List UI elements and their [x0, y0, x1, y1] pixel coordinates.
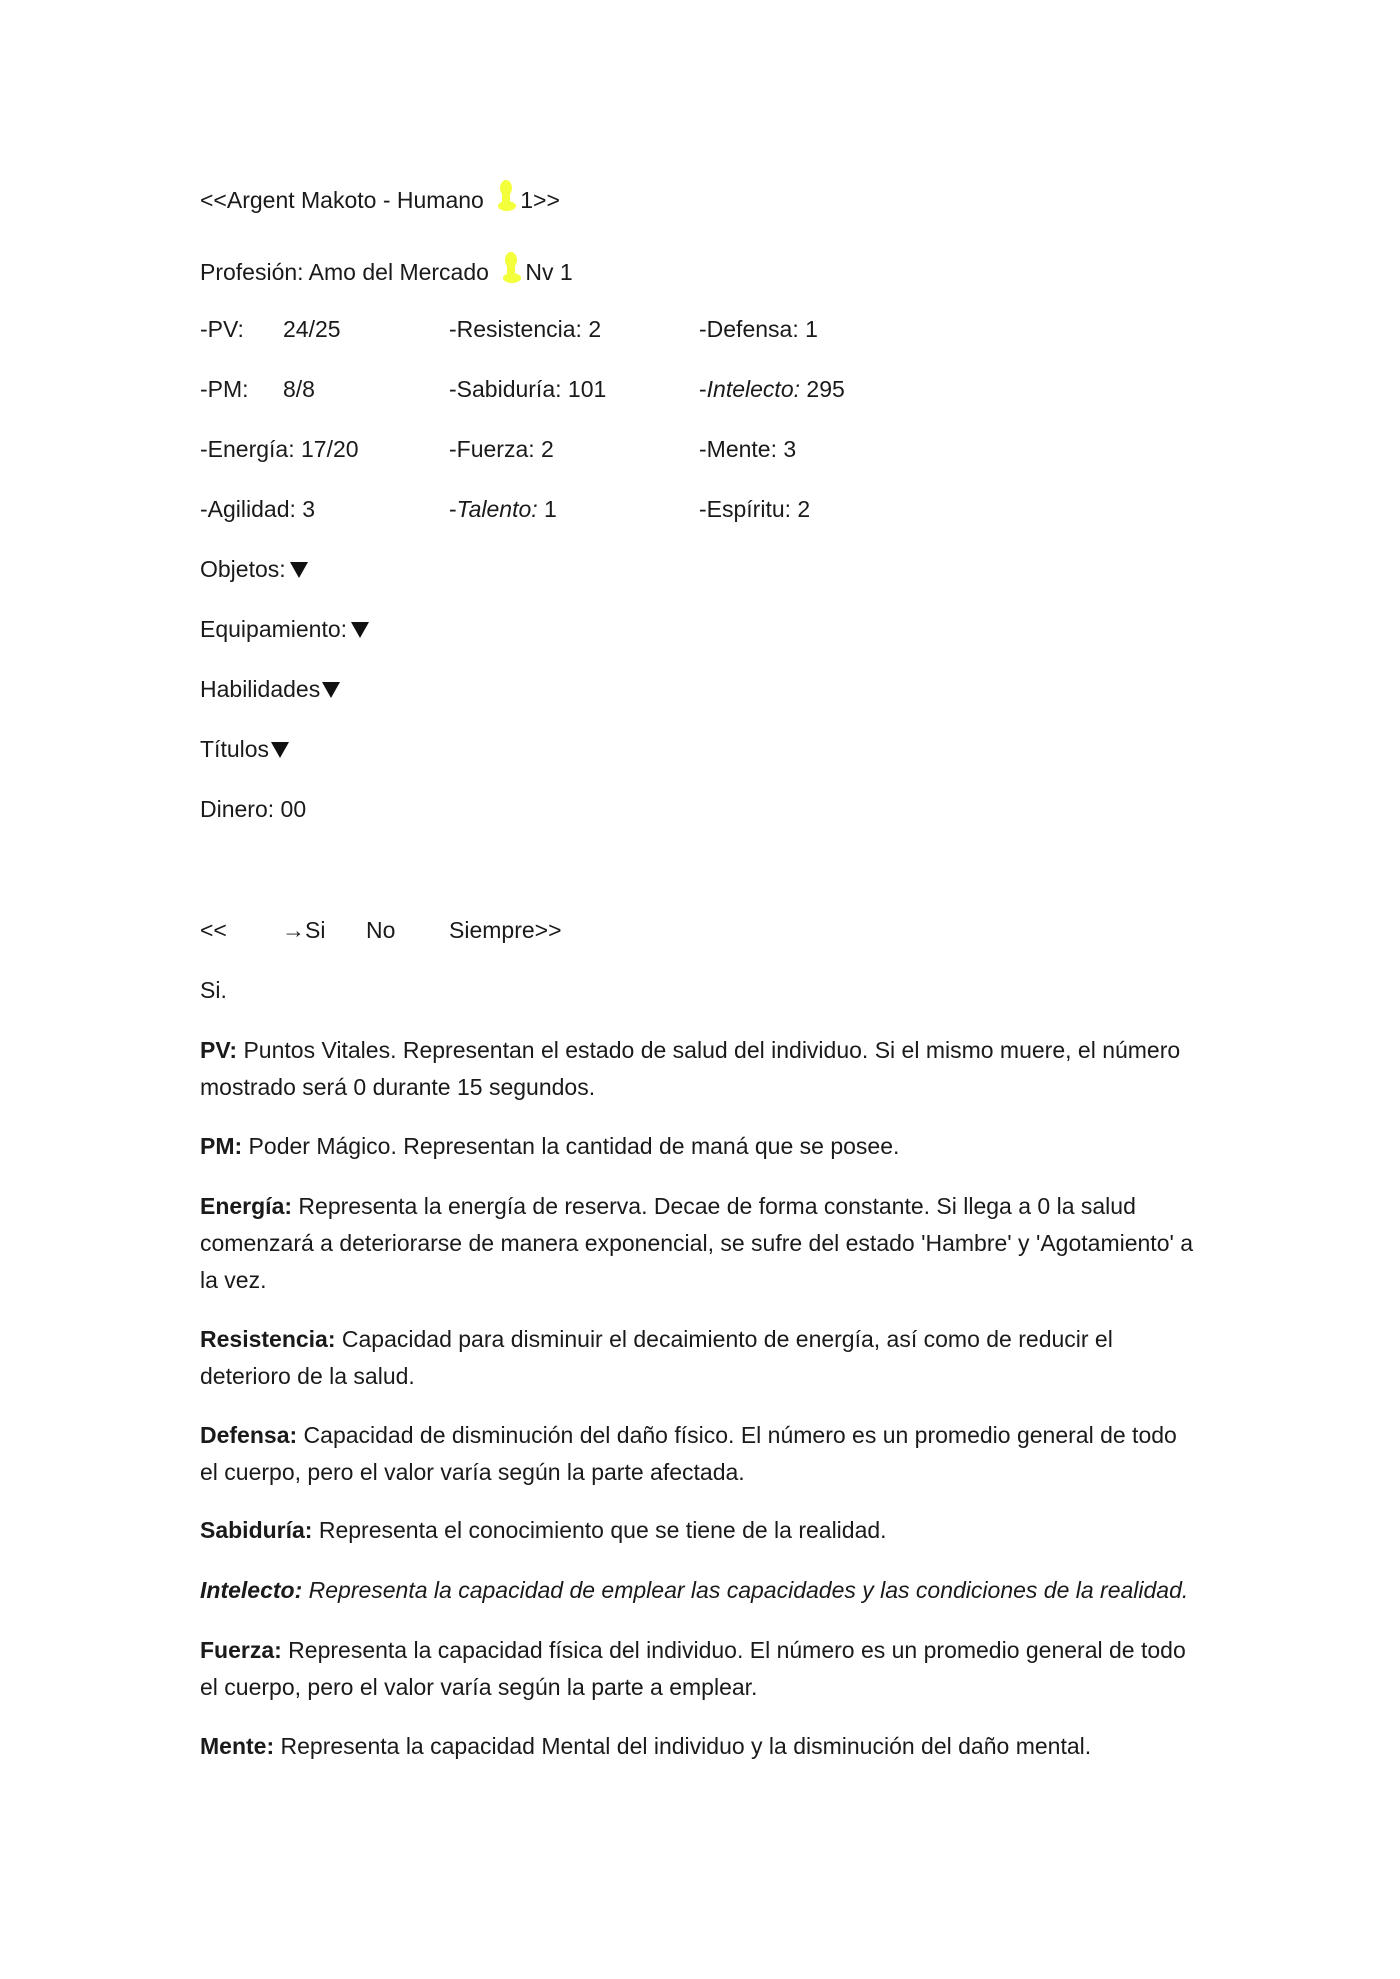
definition-pv [200, 1032, 1200, 1106]
prompt-option-no[interactable]: No [366, 917, 396, 943]
definition-term: Mente: [200, 1733, 275, 1759]
section-objetos[interactable] [200, 554, 308, 584]
definition-energia [200, 1188, 1200, 1299]
definition-text: Capacidad para disminuir el decaimiento de energía, así como de reducir el deterioro de la salud. [200, 1326, 1113, 1389]
definition-term: PM: [200, 1133, 243, 1159]
stat-sabiduria: -Sabiduría: 101 [449, 376, 607, 402]
section-titulos-label: Títulos [200, 736, 270, 762]
stat-pv-label: -PV: [200, 316, 244, 342]
stat-talento-value: 1 [537, 496, 557, 522]
prompt-answer: Si. [200, 977, 227, 1003]
section-habilidades-label: Habilidades [200, 676, 321, 702]
stat-intelecto-value: 295 [800, 376, 845, 402]
profession-level: Nv 1 [525, 259, 573, 285]
definition-term: Fuerza: [200, 1637, 282, 1663]
section-titulos[interactable] [200, 734, 289, 764]
stat-talento-label: Talento: [456, 496, 538, 522]
definition-text: Poder Mágico. Representan la cantidad de maná que se posee. [242, 1133, 900, 1159]
stat-pm-value: 8/8 [283, 376, 315, 402]
stat-pv [200, 314, 341, 344]
stat-intelecto-prefix: - [699, 376, 707, 402]
section-objetos-label: Objetos: [200, 556, 286, 582]
triangle-down-icon[interactable] [290, 562, 308, 578]
stat-espiritu: -Espíritu: 2 [699, 496, 811, 522]
section-habilidades[interactable] [200, 674, 340, 704]
stat-defensa: -Defensa: 1 [699, 316, 818, 342]
definition-text: Puntos Vitales. Representan el estado de salud del individuo. Si el mismo muere, el número mostrado será 0 durante 15 segundos. [200, 1037, 1181, 1100]
prompt-option-yes[interactable]: →Si [282, 917, 326, 943]
definition-text: Capacidad de disminución del daño físico. El número es un promedio general de todo el cuerpo, pero el valor varía según la parte afectada. [200, 1422, 1177, 1485]
definition-text: Representa la capacidad de emplear las capacidades y las condiciones de la realidad. [302, 1577, 1189, 1603]
stat-resistencia: -Resistencia: 2 [449, 316, 602, 342]
section-equipamiento-label: Equipamiento: [200, 616, 348, 642]
definition-text: Representa la energía de reserva. Decae de forma constante. Si llega a 0 la salud comenzará a deteriorarse de manera exponencial, se sufre del estado 'Hambre' y 'Agotamiento' a la vez. [200, 1193, 1194, 1293]
definition-term: Intelecto: [200, 1577, 303, 1603]
money-line: Dinero: 00 [200, 796, 307, 822]
definition-text: Representa la capacidad física del individuo. El número es un promedio general de todo el cuerpo, pero el valor varía según la parte a emplear. [200, 1637, 1186, 1700]
definition-intelecto [200, 1572, 1200, 1609]
triangle-down-icon[interactable] [322, 682, 340, 698]
stat-fuerza: -Fuerza: 2 [449, 436, 554, 462]
profession-label: Profesión: Amo del Mercado [200, 259, 496, 285]
stat-talento [449, 494, 557, 524]
stat-talento-prefix: - [449, 496, 457, 522]
triangle-down-icon[interactable] [351, 622, 369, 638]
definition-term: Sabiduría: [200, 1517, 313, 1543]
definition-mente [200, 1728, 1200, 1765]
definition-pm [200, 1128, 1200, 1165]
definition-term: Resistencia: [200, 1326, 336, 1352]
stat-pv-value: 24/25 [283, 316, 341, 342]
pushpin-icon [501, 252, 523, 286]
definition-term: PV: [200, 1037, 238, 1063]
stat-pm [200, 374, 315, 404]
definition-sabiduria [200, 1512, 1200, 1549]
stat-intelecto [699, 374, 845, 404]
definition-term: Energía: [200, 1193, 293, 1219]
definition-term: Defensa: [200, 1422, 298, 1448]
section-equipamiento[interactable] [200, 614, 369, 644]
definition-text: Representa el conocimiento que se tiene de la realidad. [312, 1517, 887, 1543]
prompt-open: << [200, 917, 227, 943]
stat-mente: -Mente: 3 [699, 436, 797, 462]
stat-pm-label: -PM: [200, 376, 249, 402]
stat-agilidad: -Agilidad: 3 [200, 496, 316, 522]
prompt-option-always[interactable]: Siempre>> [449, 917, 562, 943]
definition-text: Representa la capacidad Mental del individuo y la disminución del daño mental. [274, 1733, 1092, 1759]
pushpin-icon [496, 180, 518, 214]
stat-energia: -Energía: 17/20 [200, 436, 359, 462]
stat-intelecto-label: Intelecto: [706, 376, 801, 402]
character-level-line: 1>> [520, 187, 560, 213]
triangle-down-icon[interactable] [271, 742, 289, 758]
character-header [200, 180, 560, 215]
definition-fuerza [200, 1632, 1200, 1706]
definition-resistencia [200, 1321, 1200, 1395]
character-name-line: <<Argent Makoto - Humano [200, 187, 491, 213]
definition-defensa [200, 1417, 1200, 1491]
profession-line [200, 252, 573, 287]
